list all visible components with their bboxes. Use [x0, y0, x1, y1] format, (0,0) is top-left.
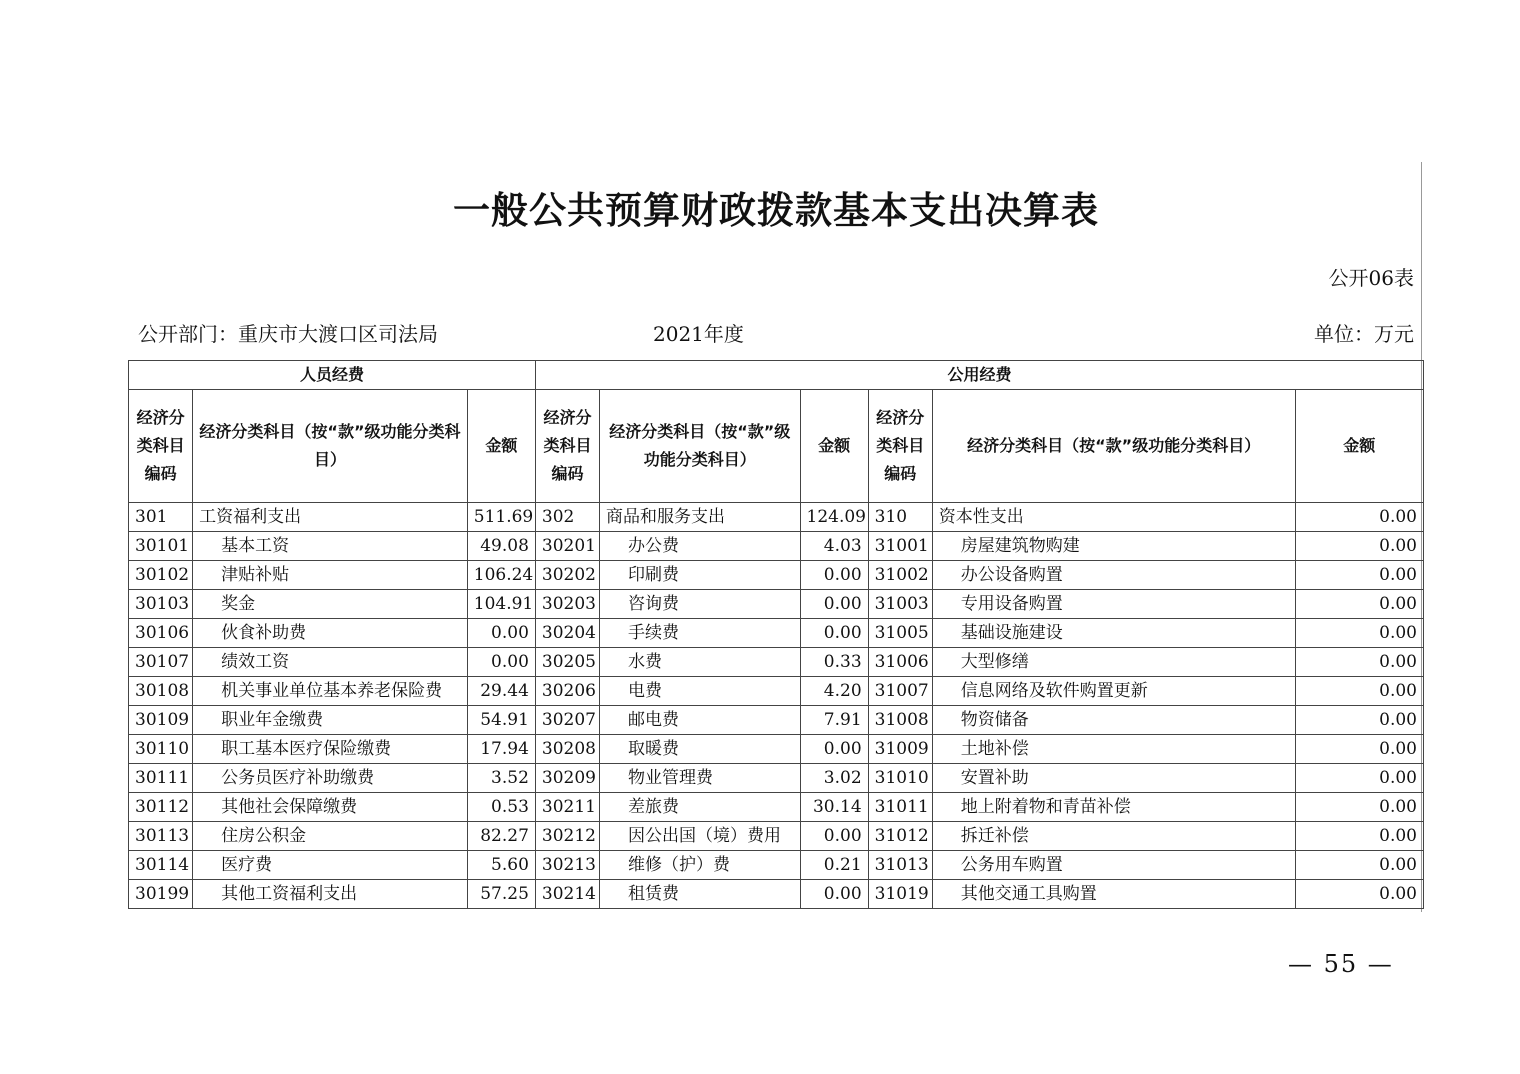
expense-name-cell: 商品和服务支出 [600, 503, 800, 532]
expense-code-cell: 31013 [868, 851, 932, 880]
amount-cell: 0.00 [1295, 880, 1423, 909]
expense-code-cell: 31003 [868, 590, 932, 619]
amount-cell: 0.00 [1295, 764, 1423, 793]
department-label: 公开部门：重庆市大渡口区司法局 [138, 322, 438, 346]
amount-cell: 82.27 [467, 822, 535, 851]
amount-cell: 0.00 [1295, 590, 1423, 619]
amount-cell: 0.00 [1295, 619, 1423, 648]
table-row [129, 851, 1424, 880]
expense-code-cell: 30106 [129, 619, 193, 648]
expense-code-cell: 30107 [129, 648, 193, 677]
expense-name-cell: 伙食补助费 [193, 619, 468, 648]
table-row [129, 532, 1424, 561]
header-amount: 金额 [467, 390, 535, 503]
expense-name-cell: 医疗费 [193, 851, 468, 880]
table-row [129, 619, 1424, 648]
amount-cell: 0.00 [1295, 793, 1423, 822]
page-number: — 55 — [1288, 950, 1394, 978]
amount-cell: 0.00 [1295, 706, 1423, 735]
expense-code-cell: 30211 [535, 793, 599, 822]
amount-cell: 0.00 [800, 561, 868, 590]
expense-name-cell: 取暖费 [600, 735, 800, 764]
expense-code-cell: 30202 [535, 561, 599, 590]
budget-table [128, 360, 1424, 909]
expense-name-cell: 津贴补贴 [193, 561, 468, 590]
amount-cell: 49.08 [467, 532, 535, 561]
expense-name-cell: 土地补偿 [932, 735, 1295, 764]
expense-name-cell: 基本工资 [193, 532, 468, 561]
expense-code-cell: 31006 [868, 648, 932, 677]
amount-cell: 0.33 [800, 648, 868, 677]
expense-code-cell: 30114 [129, 851, 193, 880]
expense-name-cell: 维修（护）费 [600, 851, 800, 880]
expense-name-cell: 职工基本医疗保险缴费 [193, 735, 468, 764]
expense-code-cell: 31007 [868, 677, 932, 706]
expense-name-cell: 手续费 [600, 619, 800, 648]
header-name: 经济分类科目（按“款”级功能分类科目） [932, 390, 1295, 503]
expense-code-cell: 30113 [129, 822, 193, 851]
expense-name-cell: 公务员医疗补助缴费 [193, 764, 468, 793]
table-row [129, 677, 1424, 706]
expense-name-cell: 住房公积金 [193, 822, 468, 851]
amount-cell: 0.00 [800, 735, 868, 764]
expense-name-cell: 其他工资福利支出 [193, 880, 468, 909]
expense-code-cell: 30112 [129, 793, 193, 822]
unit-label: 单位：万元 [1314, 322, 1414, 346]
amount-cell: 0.00 [800, 619, 868, 648]
expense-code-cell: 31001 [868, 532, 932, 561]
table-row [129, 764, 1424, 793]
amount-cell: 29.44 [467, 677, 535, 706]
expense-name-cell: 办公费 [600, 532, 800, 561]
expense-code-cell: 30109 [129, 706, 193, 735]
expense-code-cell: 30205 [535, 648, 599, 677]
expense-name-cell: 基础设施建设 [932, 619, 1295, 648]
amount-cell: 0.00 [1295, 851, 1423, 880]
amount-cell: 0.00 [1295, 735, 1423, 764]
expense-code-cell: 301 [129, 503, 193, 532]
expense-code-cell: 31009 [868, 735, 932, 764]
expense-code-cell: 31008 [868, 706, 932, 735]
amount-cell: 124.09 [800, 503, 868, 532]
expense-name-cell: 咨询费 [600, 590, 800, 619]
expense-name-cell: 电费 [600, 677, 800, 706]
expense-name-cell: 印刷费 [600, 561, 800, 590]
expense-name-cell: 差旅费 [600, 793, 800, 822]
form-id: 公开06表 [1328, 266, 1414, 290]
expense-name-cell: 租赁费 [600, 880, 800, 909]
expense-code-cell: 31002 [868, 561, 932, 590]
expense-name-cell: 因公出国（境）费用 [600, 822, 800, 851]
amount-cell: 0.21 [800, 851, 868, 880]
expense-code-cell: 302 [535, 503, 599, 532]
amount-cell: 0.00 [800, 822, 868, 851]
table-row [129, 706, 1424, 735]
amount-cell: 0.00 [467, 648, 535, 677]
section-personnel: 人员经费 [129, 361, 536, 390]
expense-code-cell: 30201 [535, 532, 599, 561]
expense-name-cell: 邮电费 [600, 706, 800, 735]
expense-code-cell: 30199 [129, 880, 193, 909]
expense-name-cell: 房屋建筑物购建 [932, 532, 1295, 561]
expense-name-cell: 拆迁补偿 [932, 822, 1295, 851]
expense-name-cell: 机关事业单位基本养老保险费 [193, 677, 468, 706]
header-amount: 金额 [800, 390, 868, 503]
expense-name-cell: 水费 [600, 648, 800, 677]
expense-name-cell: 安置补助 [932, 764, 1295, 793]
amount-cell: 3.52 [467, 764, 535, 793]
header-code: 经济分类科目编码 [868, 390, 932, 503]
expense-code-cell: 30101 [129, 532, 193, 561]
table-row [129, 880, 1424, 909]
amount-cell: 0.00 [800, 880, 868, 909]
amount-cell: 30.14 [800, 793, 868, 822]
amount-cell: 0.00 [800, 590, 868, 619]
expense-code-cell: 30209 [535, 764, 599, 793]
table-row [129, 822, 1424, 851]
amount-cell: 0.00 [1295, 503, 1423, 532]
expense-name-cell: 工资福利支出 [193, 503, 468, 532]
amount-cell: 106.24 [467, 561, 535, 590]
expense-code-cell: 31005 [868, 619, 932, 648]
amount-cell: 5.60 [467, 851, 535, 880]
expense-code-cell: 30213 [535, 851, 599, 880]
amount-cell: 0.00 [467, 619, 535, 648]
expense-code-cell: 31012 [868, 822, 932, 851]
expense-code-cell: 31011 [868, 793, 932, 822]
expense-name-cell: 大型修缮 [932, 648, 1295, 677]
amount-cell: 4.20 [800, 677, 868, 706]
expense-code-cell: 30206 [535, 677, 599, 706]
table-row [129, 648, 1424, 677]
table-row [129, 793, 1424, 822]
expense-name-cell: 公务用车购置 [932, 851, 1295, 880]
expense-name-cell: 物资储备 [932, 706, 1295, 735]
expense-code-cell: 30214 [535, 880, 599, 909]
expense-code-cell: 30203 [535, 590, 599, 619]
table-row [129, 735, 1424, 764]
table-row [129, 503, 1424, 532]
header-name: 经济分类科目（按“款”级功能分类科目） [193, 390, 468, 503]
amount-cell: 54.91 [467, 706, 535, 735]
year-label: 2021年度 [653, 322, 744, 346]
amount-cell: 0.53 [467, 793, 535, 822]
expense-name-cell: 绩效工资 [193, 648, 468, 677]
amount-cell: 104.91 [467, 590, 535, 619]
expense-code-cell: 30102 [129, 561, 193, 590]
amount-cell: 17.94 [467, 735, 535, 764]
amount-cell: 0.00 [1295, 822, 1423, 851]
expense-name-cell: 其他交通工具购置 [932, 880, 1295, 909]
header-amount: 金额 [1295, 390, 1423, 503]
expense-code-cell: 30108 [129, 677, 193, 706]
amount-cell: 0.00 [1295, 677, 1423, 706]
expense-code-cell: 310 [868, 503, 932, 532]
amount-cell: 57.25 [467, 880, 535, 909]
expense-name-cell: 其他社会保障缴费 [193, 793, 468, 822]
header-code: 经济分类科目编码 [129, 390, 193, 503]
expense-code-cell: 30111 [129, 764, 193, 793]
expense-name-cell: 地上附着物和青苗补偿 [932, 793, 1295, 822]
expense-name-cell: 办公设备购置 [932, 561, 1295, 590]
expense-code-cell: 30208 [535, 735, 599, 764]
table-row [129, 590, 1424, 619]
expense-name-cell: 信息网络及软件购置更新 [932, 677, 1295, 706]
expense-code-cell: 30103 [129, 590, 193, 619]
expense-code-cell: 30207 [535, 706, 599, 735]
expense-code-cell: 30204 [535, 619, 599, 648]
expense-name-cell: 资本性支出 [932, 503, 1295, 532]
amount-cell: 4.03 [800, 532, 868, 561]
header-code: 经济分类科目编码 [535, 390, 599, 503]
expense-name-cell: 职业年金缴费 [193, 706, 468, 735]
amount-cell: 0.00 [1295, 648, 1423, 677]
amount-cell: 0.00 [1295, 532, 1423, 561]
table-row [129, 561, 1424, 590]
section-public: 公用经费 [535, 361, 1423, 390]
expense-code-cell: 31019 [868, 880, 932, 909]
amount-cell: 511.69 [467, 503, 535, 532]
expense-code-cell: 31010 [868, 764, 932, 793]
amount-cell: 7.91 [800, 706, 868, 735]
expense-name-cell: 奖金 [193, 590, 468, 619]
expense-code-cell: 30212 [535, 822, 599, 851]
header-name: 经济分类科目（按“款”级功能分类科目） [600, 390, 800, 503]
page-title: 一般公共预算财政拨款基本支出决算表 [453, 189, 1099, 232]
amount-cell: 0.00 [1295, 561, 1423, 590]
expense-name-cell: 专用设备购置 [932, 590, 1295, 619]
amount-cell: 3.02 [800, 764, 868, 793]
expense-name-cell: 物业管理费 [600, 764, 800, 793]
expense-code-cell: 30110 [129, 735, 193, 764]
